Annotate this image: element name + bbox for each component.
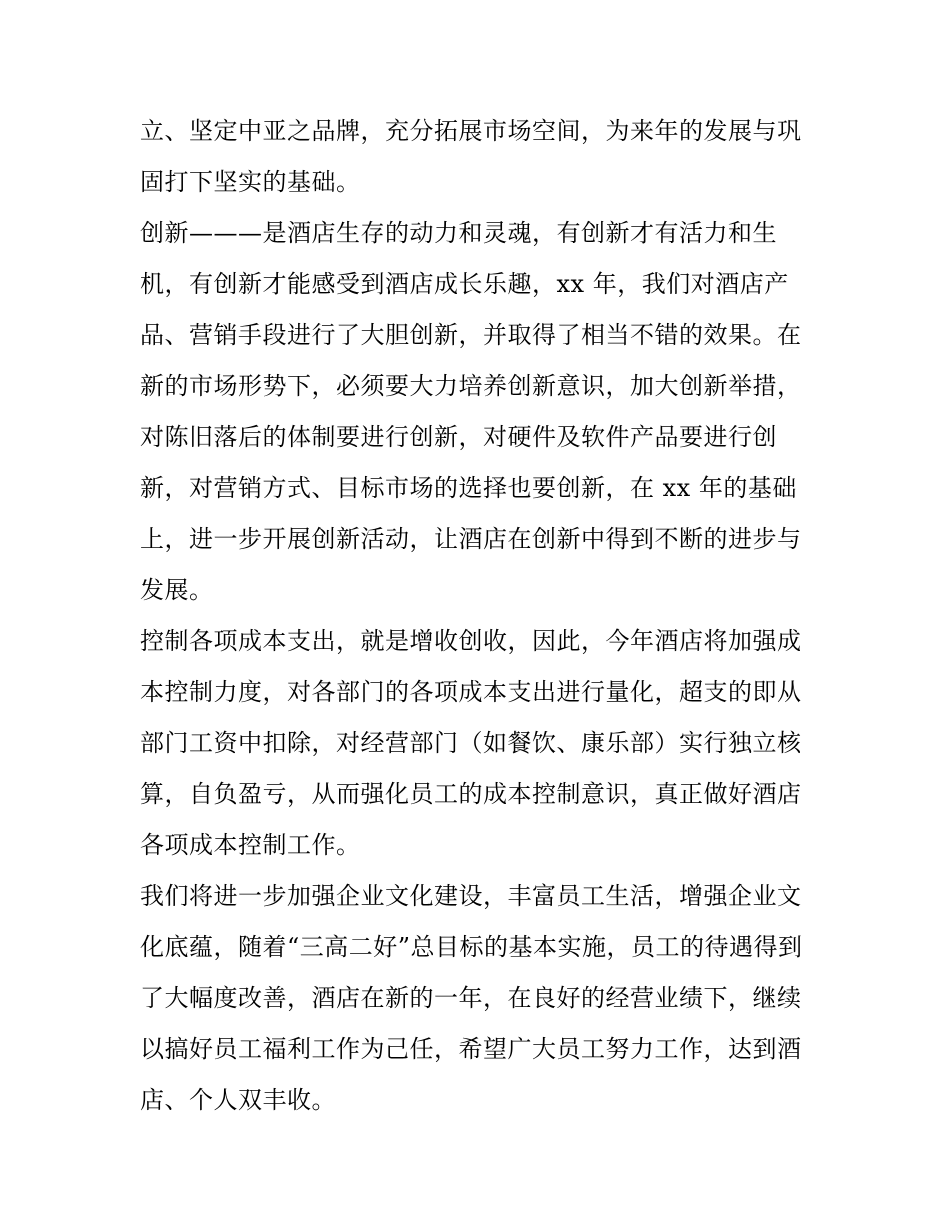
text-line: 对陈旧落后的体制要进行创新，对硬件及软件产品要进行创	[140, 423, 777, 451]
text-line: 创新———是酒店生存的动力和灵魂，有创新才有活力和生	[140, 219, 777, 247]
document-body	[140, 106, 812, 1126]
text-line: 店、个人双丰收。	[140, 1086, 336, 1114]
text-line: 上，进一步开展创新活动，让酒店在创新中得到不断的进步与	[140, 525, 802, 553]
text-line: 新的市场形势下，必须要大力培养创新意识，加大创新举措，	[140, 372, 802, 400]
text-line: 固打下坚实的基础。	[140, 168, 361, 196]
paragraph-4	[140, 871, 812, 1126]
text-line: 各项成本控制工作。	[140, 831, 361, 859]
text-line: 发展。	[140, 576, 214, 604]
text-line: 新，对营销方式、目标市场的选择也要创新，在 xx 年的基础	[140, 474, 797, 502]
text-line: 本控制力度，对各部门的各项成本支出进行量化，超支的即从	[140, 678, 802, 706]
text-line: 了大幅度改善，酒店在新的一年，在良好的经营业绩下，继续	[140, 984, 802, 1012]
text-line: 化底蕴，随着“三高二好”总目标的基本实施，员工的待遇得到	[140, 933, 803, 961]
text-line: 以搞好员工福利工作为己任，希望广大员工努力工作，达到酒	[140, 1035, 802, 1063]
text-line: 机，有创新才能感受到酒店成长乐趣，xx 年，我们对酒店产	[140, 270, 789, 298]
text-line: 控制各项成本支出，就是增收创收，因此，今年酒店将加强成	[140, 627, 802, 655]
paragraph-1	[140, 106, 812, 208]
text-line: 部门工资中扣除，对经营部门（如餐饮、康乐部）实行独立核	[140, 729, 802, 757]
text-line: 立、坚定中亚之品牌，充分拓展市场空间，为来年的发展与巩	[140, 117, 802, 145]
paragraph-2	[140, 208, 812, 616]
text-line: 算，自负盈亏，从而强化员工的成本控制意识，真正做好酒店	[140, 780, 802, 808]
text-line: 我们将进一步加强企业文化建设，丰富员工生活，增强企业文	[140, 882, 802, 910]
text-line: 品、营销手段进行了大胆创新，并取得了相当不错的效果。在	[140, 321, 802, 349]
paragraph-3	[140, 616, 812, 871]
